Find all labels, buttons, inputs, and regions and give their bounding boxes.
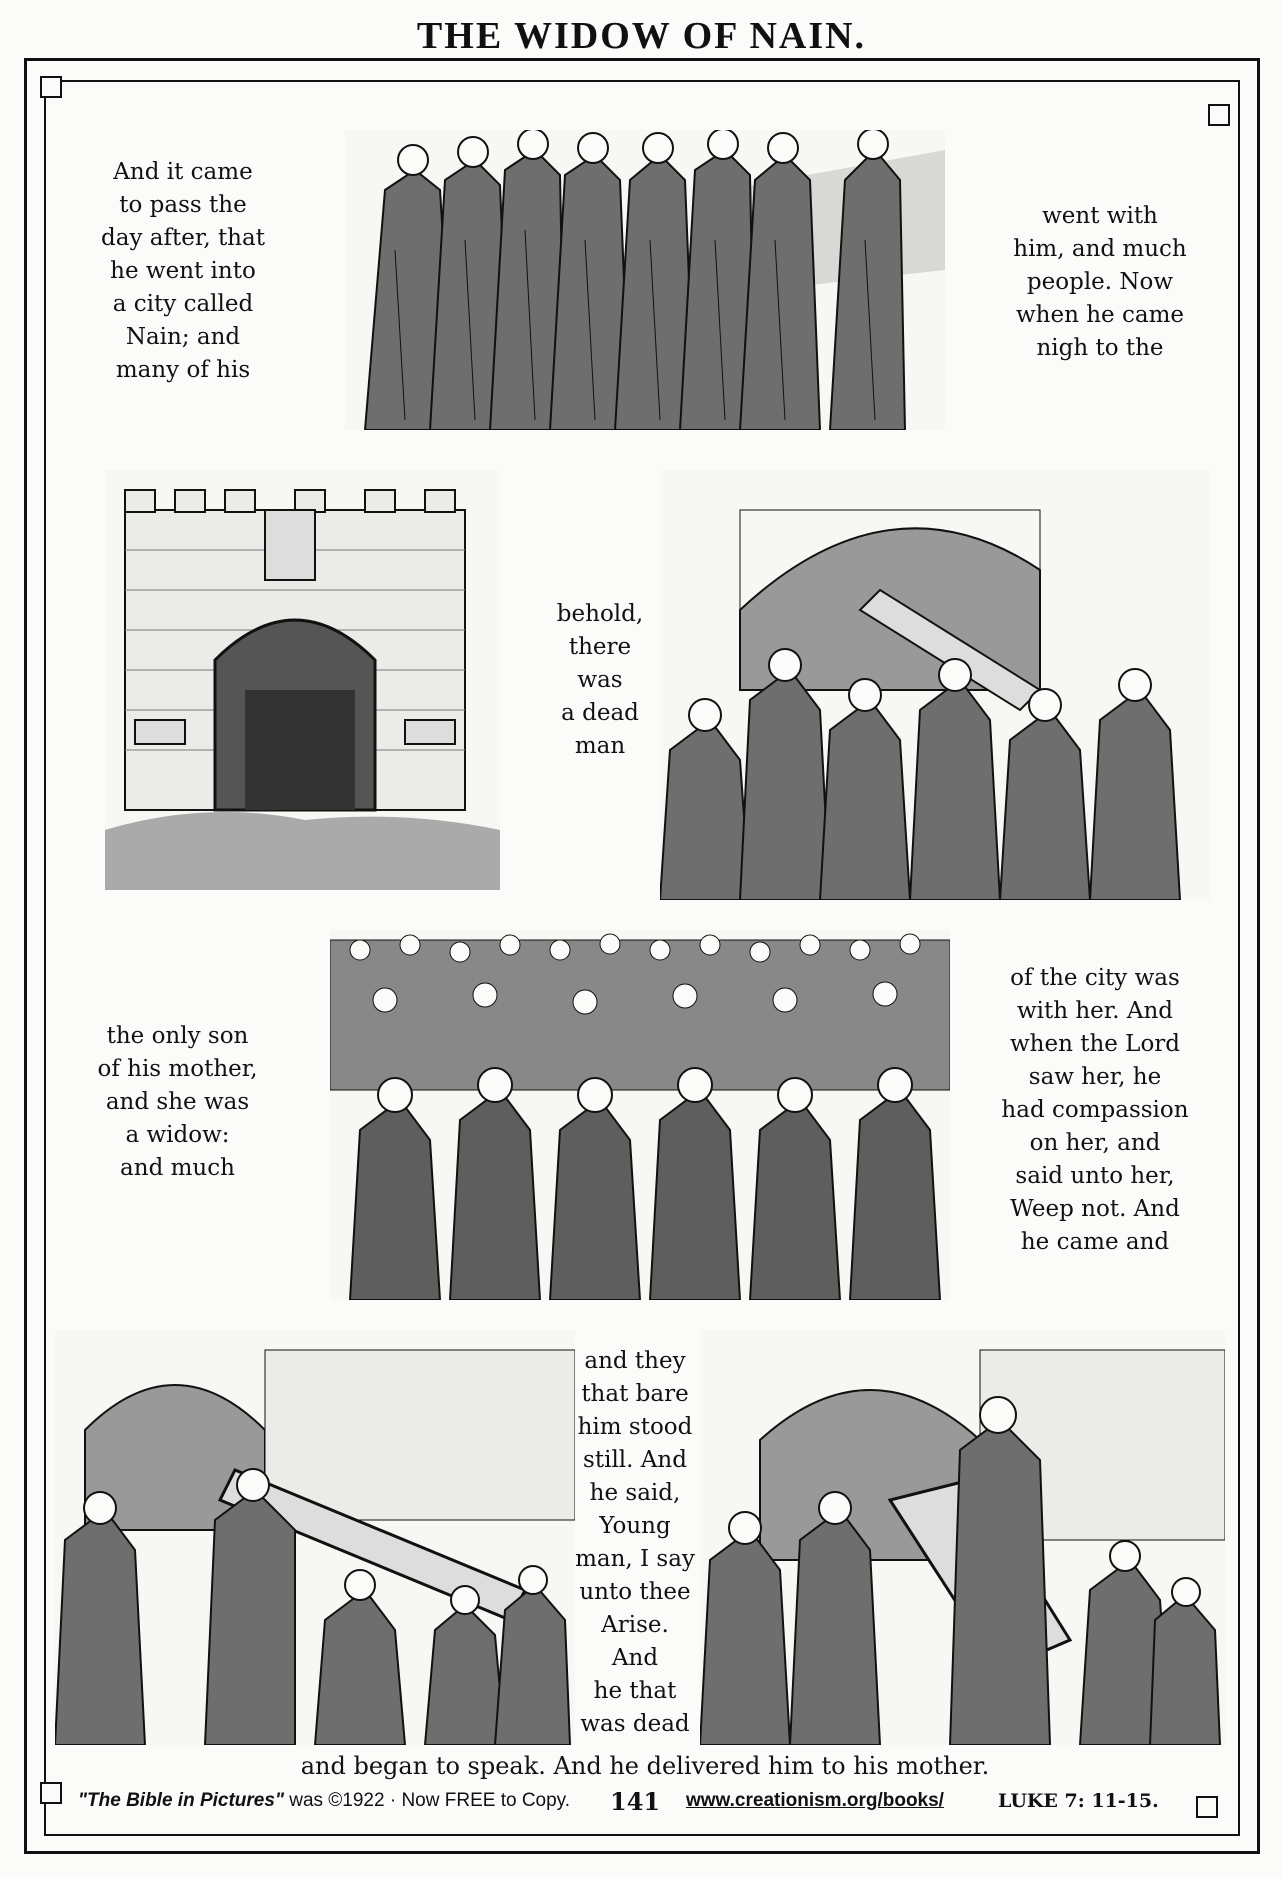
- copyright-credit: [78, 1790, 570, 1812]
- credit-book-title: "The Bible in Pictures": [78, 1790, 284, 1811]
- illustration-bier-carriers: [55, 1330, 575, 1745]
- page-number: 141: [610, 1787, 661, 1816]
- passage-5: of the city was with her. And when the Lord saw her, he had compassion on her, and said unto her, Weep not. And he came and: [1001, 965, 1189, 1255]
- corner-ornament: [1208, 104, 1230, 126]
- passage-1: And it came to pass the day after, that he went into a city called Nain; and many of his: [101, 159, 265, 383]
- passage-2: went with him, and much people. Now when he came nigh to the: [1013, 203, 1187, 361]
- passage-3: behold, there was a dead man: [556, 601, 644, 759]
- illustration-disciples: [345, 130, 945, 430]
- website-link[interactable]: www.creationism.org/books/: [686, 1790, 944, 1811]
- passage-7: and began to speak. And he delivered him to his mother.: [300, 1752, 990, 1780]
- scripture-reference: LUKE 7: 11-15.: [998, 1790, 1159, 1812]
- passage-4: the only son of his mother, and she was a widow: and much: [97, 1023, 258, 1181]
- credit-text: was ©1922 · Now FREE to Copy.: [283, 1790, 571, 1811]
- illustration-funeral-procession: [660, 470, 1210, 900]
- page-footer: [78, 1787, 1198, 1820]
- corner-ornament: [1196, 1796, 1218, 1818]
- corner-ornament: [40, 76, 62, 98]
- passage-6: and they that bare him stood still. And he said, Young man, I say unto thee Arise. And he that was dead: [575, 1348, 695, 1737]
- illustration-raising: [700, 1330, 1225, 1745]
- illustration-crowd: [330, 930, 950, 1300]
- page-title: THE WIDOW OF NAIN.: [416, 15, 867, 57]
- corner-ornament: [40, 1782, 62, 1804]
- illustration-city-gate: [105, 470, 500, 890]
